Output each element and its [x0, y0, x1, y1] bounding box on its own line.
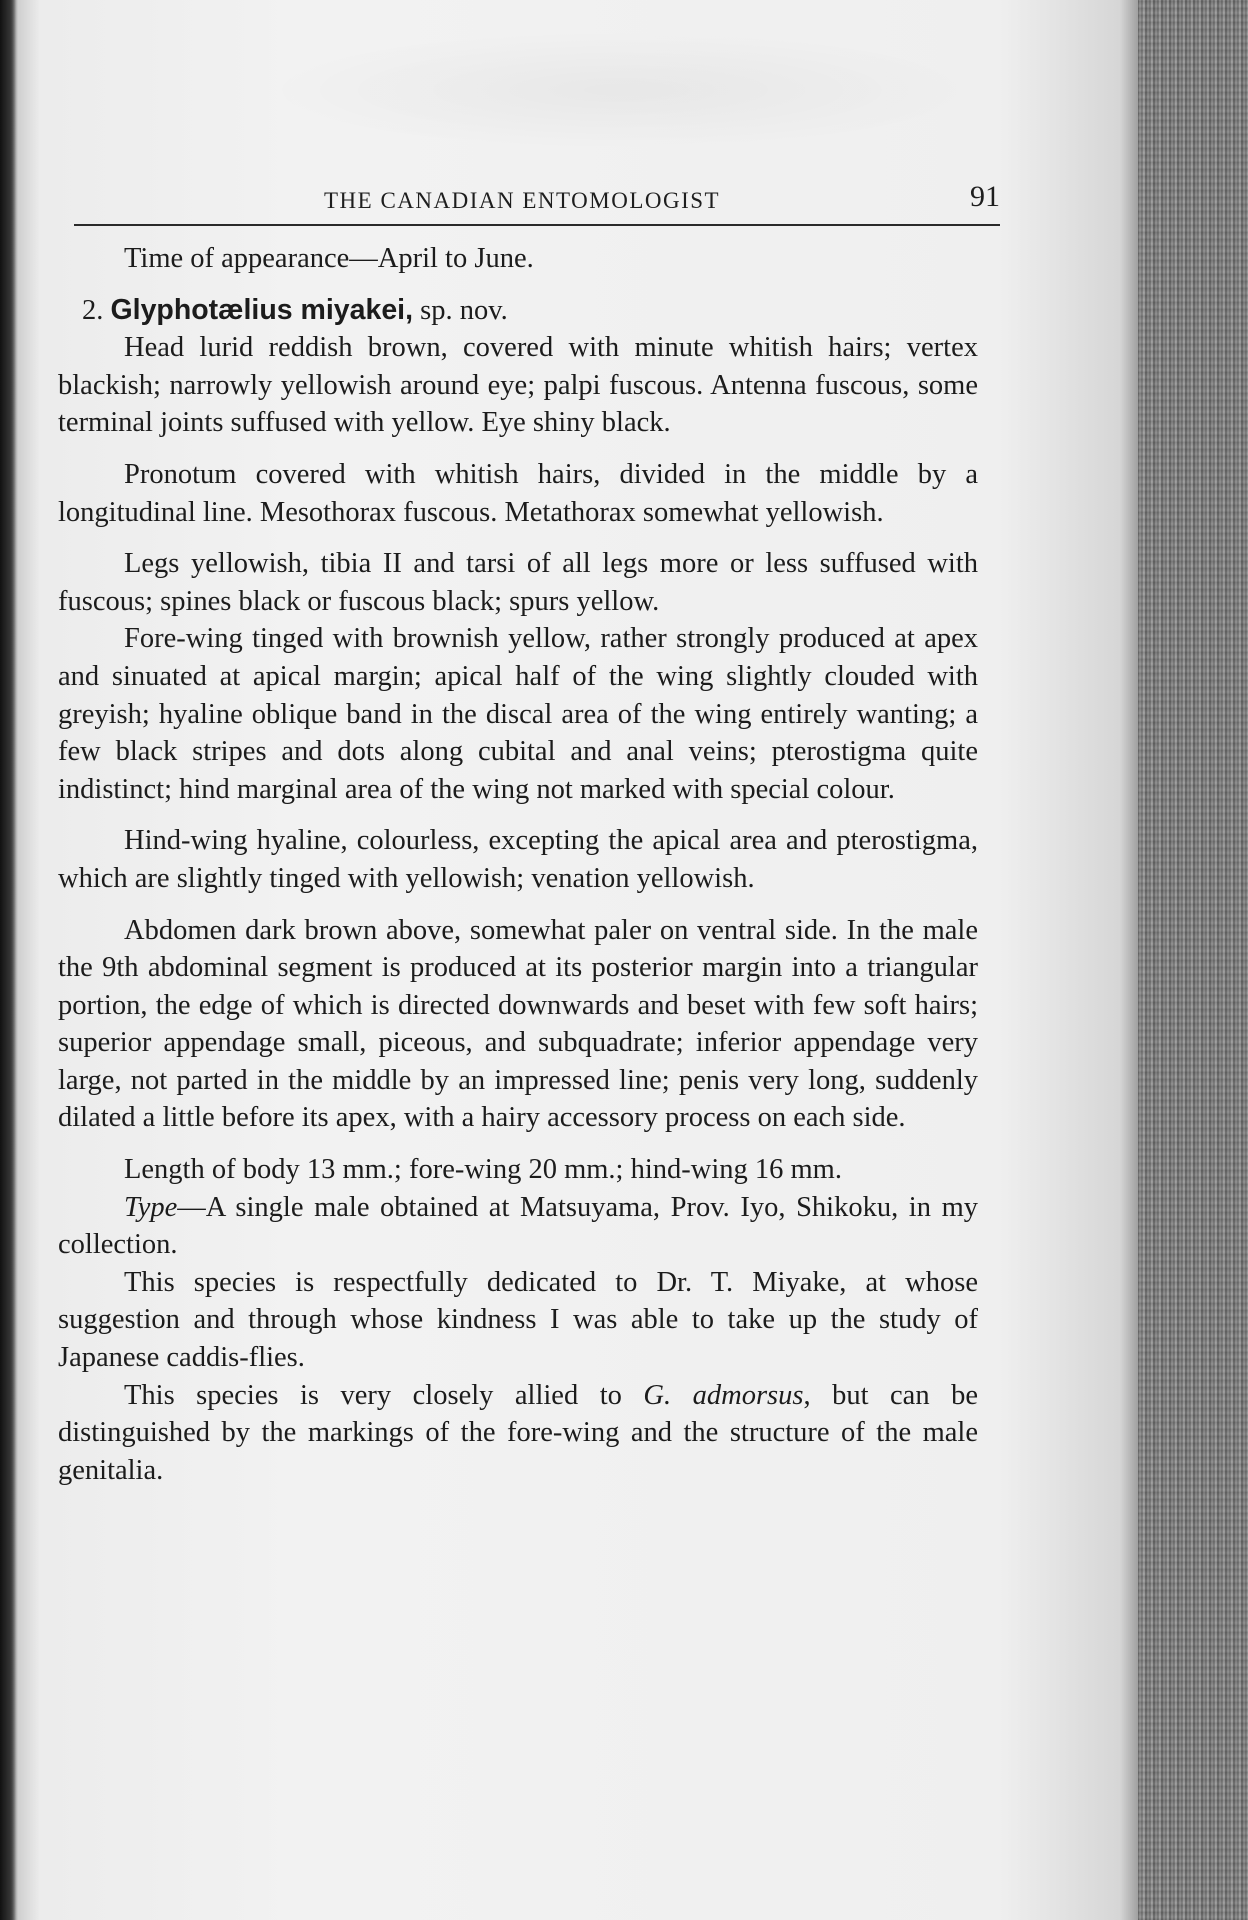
- paragraph-length: Length of body 13 mm.; fore-wing 20 mm.; hind-wing 16 mm.: [124, 1154, 842, 1186]
- paragraph-dedication: This species is respectfully dedicated to Dr. T. Miyake, at whose suggestion and through whose kindness I was able to take up the study of Japanese caddis-flies.: [58, 1266, 978, 1374]
- paragraph-head: Head lurid reddish brown, covered with minute whitish hairs; vertex blackish; narrowly yellowish around eye; palpi fuscous. Antenna fuscous, some terminal joints suffused with yellow. Eye shiny black.: [58, 332, 978, 439]
- show-through-bleed: [260, 30, 980, 150]
- binding-shadow: [0, 0, 16, 1920]
- paragraph-forewing: Fore-wing tinged with brownish yellow, rather strongly produced at apex and sinuated at apical margin; apical half of the wing slightly clouded with greyish; hyaline oblique band in the discal area of the wing entirely wanting; a few black stripes and dots along cubital and anal veins; pterostigma quite indistinct; hind marginal area of the wing not marked with special colour.: [58, 623, 978, 805]
- paragraph-legs: Legs yellowish, tibia II and tarsi of all legs more or less suffused with fuscous; spines black or fuscous black; spurs yellow.: [58, 548, 978, 617]
- species-name: Glyphotælius miyakei,: [110, 293, 414, 326]
- page-number: 91: [970, 180, 1000, 213]
- paragraph-hindwing: Hind-wing hyaline, colourless, excepting the apical area and pterostigma, which are slightly tinged with yellowish; venation yellowish.: [58, 825, 978, 894]
- species-heading: [58, 292, 978, 330]
- allied-text-before: This species is very closely allied to: [124, 1379, 644, 1411]
- running-title: THE CANADIAN ENTOMOLOGIST: [324, 188, 721, 213]
- species-number: 2.: [82, 294, 104, 326]
- paragraph-type: [58, 1189, 978, 1264]
- book-page-edges: [1138, 0, 1248, 1920]
- type-label: Type: [124, 1191, 178, 1223]
- paragraph-pronotum: Pronotum covered with whitish hairs, divided in the middle by a longitudinal line. Mesothorax fuscous. Metathorax somewhat yellowish.: [58, 458, 978, 528]
- paragraph-allied: [58, 1377, 978, 1490]
- type-text: —A single male obtained at Matsuyama, Prov. Iyo, Shikoku, in my collection.: [58, 1191, 978, 1261]
- page-header: [74, 178, 1000, 226]
- paragraph-abdomen: Abdomen dark brown above, somewhat paler on ventral side. In the male the 9th abdominal segment is produced at its posterior margin into a triangular portion, the edge of which is directed downwards and beset with few soft hairs; superior appendage small, piceous, and subquadrate; inferior appendage very large, not parted in the middle by an impressed line; penis very long, suddenly dilated a little before its apex, with a hairy accessory process on each side.: [58, 914, 978, 1134]
- allied-species-name: G. admorsus: [643, 1379, 804, 1411]
- species-status: sp. nov.: [420, 294, 508, 326]
- time-of-appearance: Time of appearance—April to June.: [124, 243, 534, 274]
- article-body: [58, 240, 978, 1489]
- allied-text-after: , but can be distinguished by the markings of the fore-wing and the structure of the male genitalia.: [58, 1379, 978, 1486]
